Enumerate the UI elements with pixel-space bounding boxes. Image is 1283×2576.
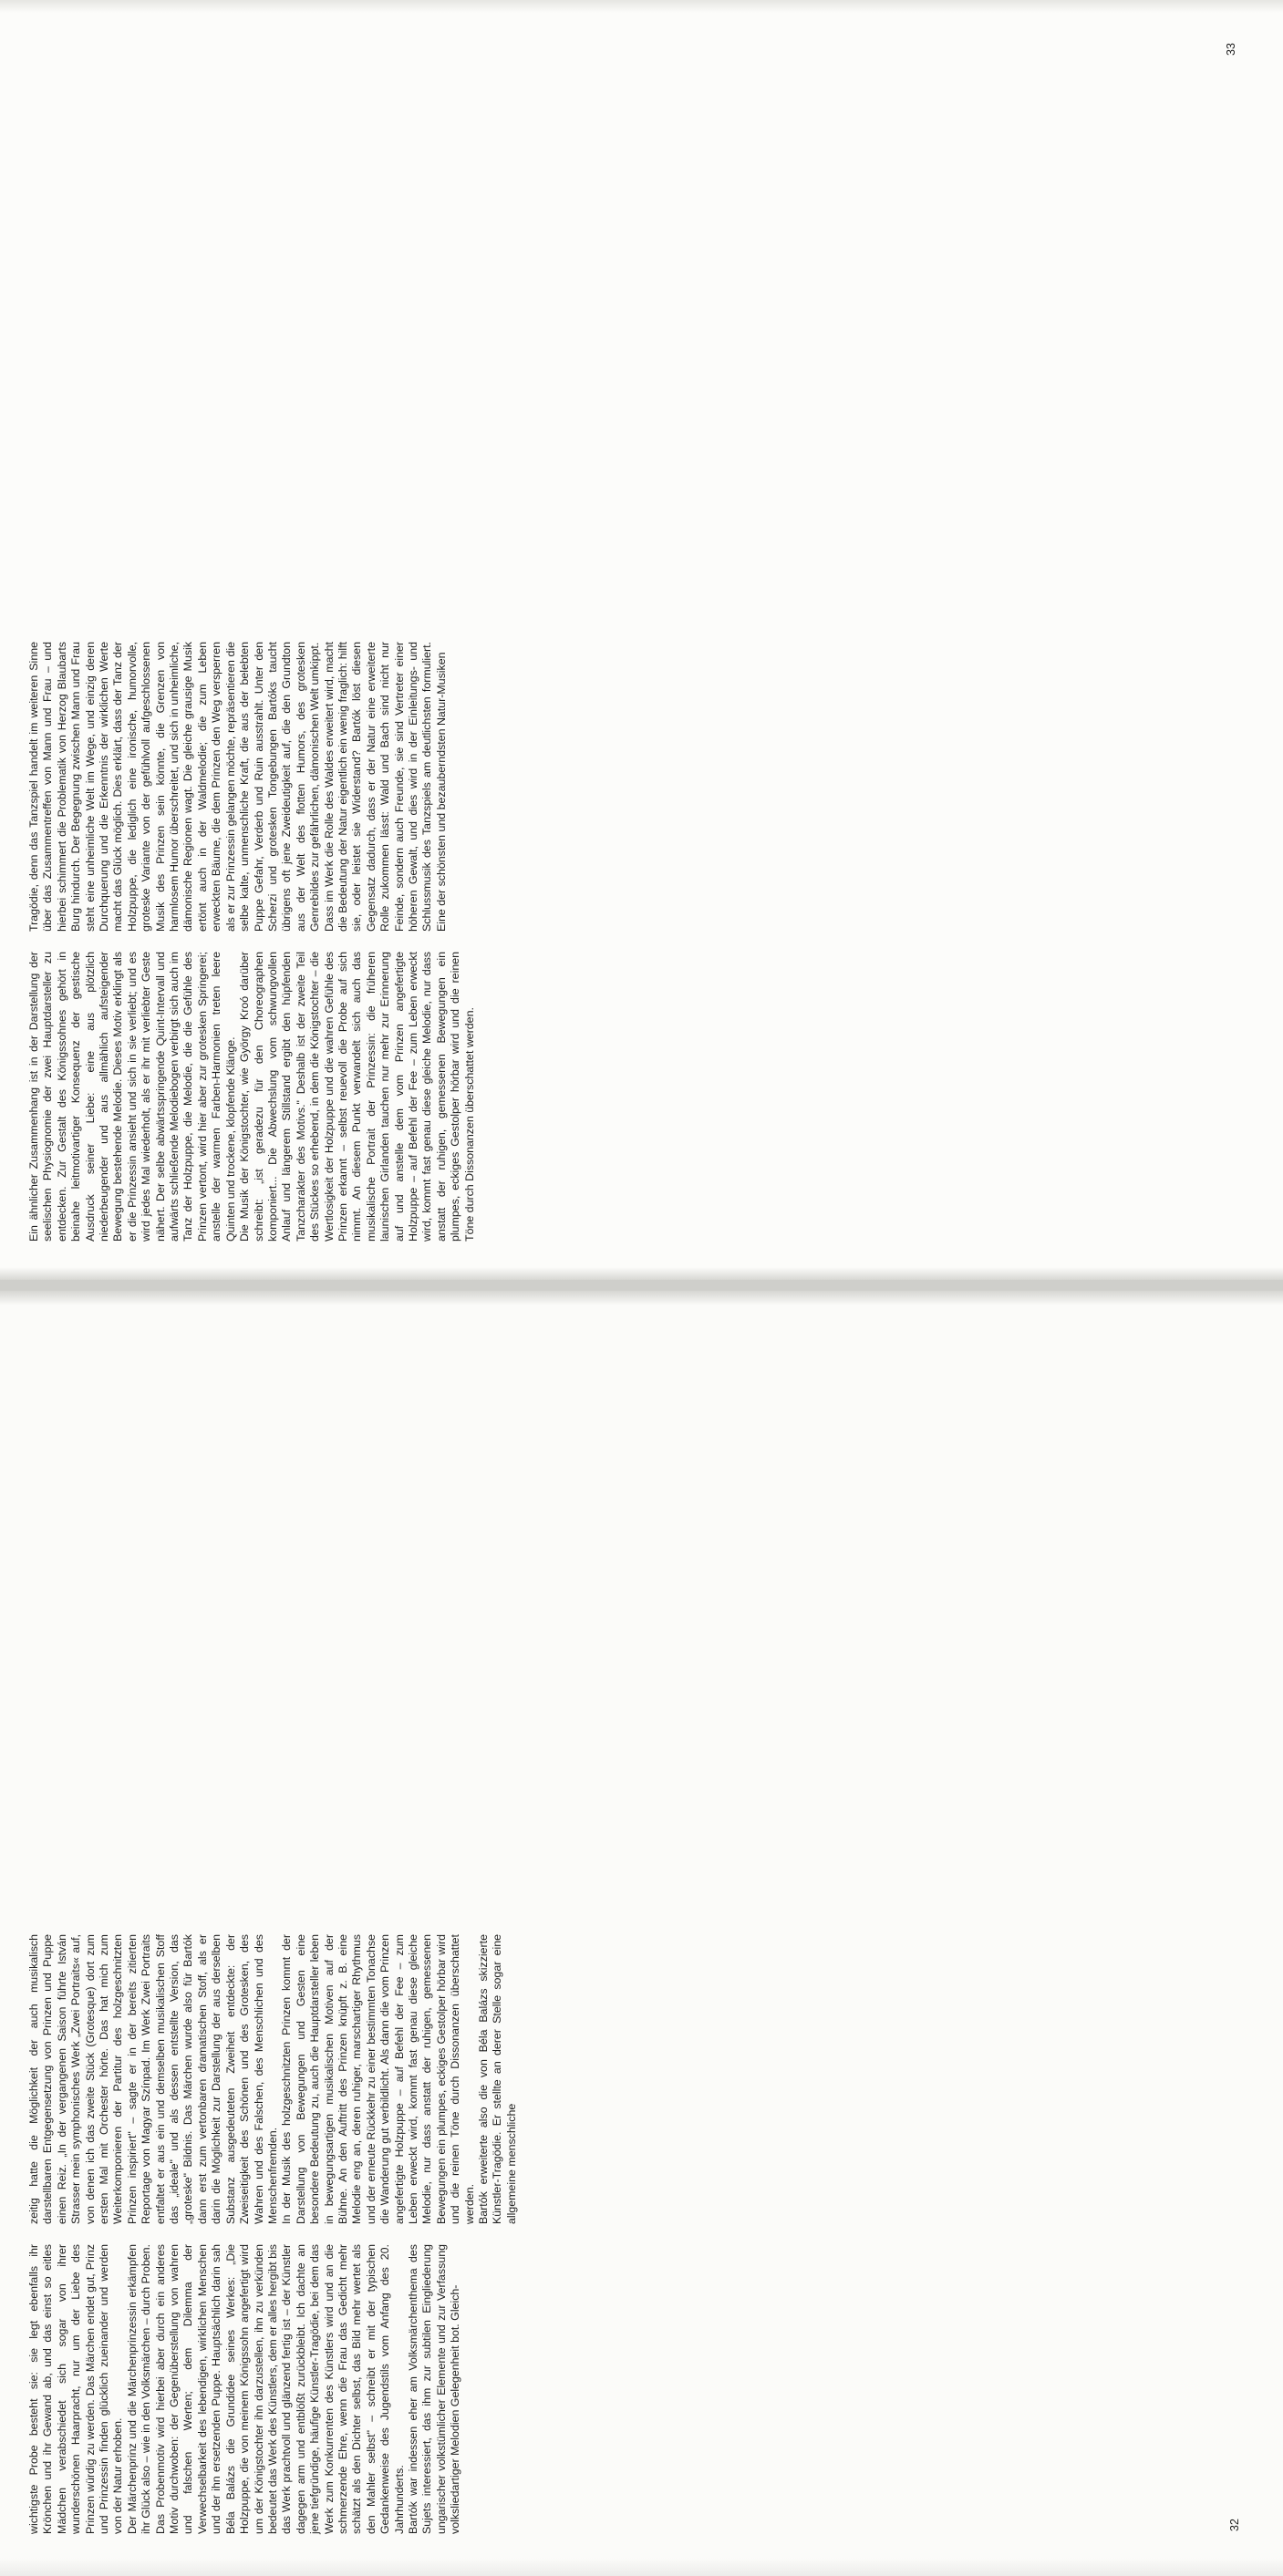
page-32-column-2: [27, 1934, 1213, 2224]
paragraph: Dass im Werk die Rolle des Waldes erweitert wird, macht die Bedeutung der Natur eigentlich ein wenig fraglich: hilft sie, oder leistet sie Widerstand? Bartók löst diesen Gegensatz dadurch, dass er der Natur eine erweiterte Rolle zukommen lässt: Wald und Bach sind nicht nur Feinde, sondern auch Freunde, sie sind Vertreter einer höheren Gewalt, und dies wird in der Einleitungs- und Schlussmusik des Tanzspiels am deutlichsten formuliert. Eine der schönsten und bezauberndsten Natur-Musiken: [322, 642, 448, 932]
page-33-rotated-content: [0, 0, 1283, 1280]
paragraph: Bartók erweiterte also die von Béla Balázs skizzierte Künstler-Tragödie. Er stellte an derer Stelle sogar eine allgemeine menschliche: [477, 1934, 518, 2224]
paragraph: Die Musik der Königstochter, wie György Kroó darüber schreibt: „ist geradezu für den Choreographen komponiert... Die Abwechslung vom schwungvollen Anlauf und längerem Stillstand ergibt den hüpfenden Tanzcharakter des Motivs." Deshalb ist der zweite Teil des Stückes so erhebend, in dem die Königstochter – die Wertlosigkeit der Holzpuppe und die wahren Gefühle des Prinzen erkannt – selbst reuevoll die Probe auf sich nimmt. An diesem Punkt verwandelt sich auch das musikalische Portrait der Prinzessin: die früheren launischen Girlanden tauchen nur mehr zur Erinnerung auf und anstelle dem vom Prinzen angefertigte Holzpuppe – auf Befehl der Fee – zum Leben erweckt wird, kommt fast genau diese gleiche Melodie, nur dass anstatt der ruhigen, gemessenen Bewegungen ein plumpes, eckiges Gestolper hörbar wird und die reinen Töne durch Dissonanzen überschattet werden.: [238, 952, 476, 1242]
page-33-column-1: [27, 952, 1213, 1242]
scanned-page-32: [0, 1291, 1283, 2576]
paragraph: wichtigste Probe besteht sie: sie legt ebenfalls ihr Krönchen und ihr Gewand ab, und das einst so eitles Mädchen verabschiedet sich sogar von ihrer wunderschönen Haarpracht, nur um der Liebe des Prinzen würdig zu werden. Das Märchen endet gut, Prinz und Prinzessin finden glücklich zueinander und werden von der Natur erhoben.: [27, 2244, 125, 2534]
page-32-column-1: [27, 2244, 1213, 2534]
paragraph: zeitig hatte die Möglichkeit der auch musikalisch darstellbaren Entgegensetzung von Prinzen und Puppe einen Reiz. „In der vergangenen Saison führte István Strasser mein symphonisches Werk „Zwei Portraits« auf, von denen ich das zweite Stück (Grotesque) dort zum ersten Mal mit Orchester hörte. Das hat mich zum Weiterkomponieren der Partitur des holzgeschnitzten Prinzen inspiriert" – sagte er in der bereits zitierten Reportage von Magyar Színpad. Im Werk Zwei Portraits entfaltet er aus ein und demselben musikalischen Stoff das „ideale" und als dessen entstellte Version, das „groteske" Bildnis. Das Märchen wurde also für Bartók dann erst zum vertonbaren dramatischen Stoff, als er darin die Möglichkeit zur Darstellung der aus derselben Substanz ausgedeuteten Zweiheit entdeckte: der Zweiseitigkeit des Schönen und des Grotesken, des Wahren und des Falschen, des Menschlichen und des Menschenfremden.: [27, 1934, 279, 2224]
page-32-rotated-content: [0, 1291, 1283, 2576]
page-number-33: 33: [1225, 43, 1237, 56]
page-number-32: 32: [1228, 2519, 1241, 2531]
book-gutter-divider: [0, 1280, 1283, 1291]
paragraph: Der Märchenprinz und die Märchenprinzessin erkämpfen ihr Glück also – wie in den Volksmärchen – durch Proben. Das Probenmotiv wird hierbei aber durch ein anderes Motiv durchwoben: der Gegenüberstellung von wahren und falschen Werten; dem Dilemma der Verwechselbarkeit des lebendigen, wirklichen Menschen und der ihn ersetzenden Puppe. Hauptsächlich darin sah Béla Balázs die Grundidee seines Werkes: „Die Holzpuppe, die von meinem Königssohn angefertigt wird um der Königstochter ihn darzustellen, ihn zu verkünden bedeutet das Werk des Künstlers, dem er alles hergibt bis das Werk prachtvoll und glänzend fertig ist – der Künstler dagegen arm und entblößt zurückbleibt. Ich dachte an jene tiefgründige, häufige Künstler-Tragödie, bei dem das Werk zum Konkurrenten des Künstlers wird und an die schmerzende Ehre, wenn die Frau das Gedicht mehr schätzt als den Dichter selbst, das Bild mehr wertet als den Mahler selbst" – schreibt er mit der typischen Gedankenweise des Jugendstils vom Anfang des 20. Jahrhunderts.: [125, 2244, 406, 2534]
page-33-columns: [27, 0, 1213, 1242]
scanned-page-33: [0, 0, 1283, 1280]
paragraph: Bartók war indessen eher am Volksmärchenthema des Sujets interessiert, das ihm zur subtilen Eingliederung ungarischer volkstümlicher Elemente und zur Verfassung volksliedartiger Melodien Gelegenheit bot. Gleich-: [406, 2244, 462, 2534]
paragraph: In der Musik des holzgeschnitzten Prinzen kommt der Darstellung von Bewegungen und Gesten eine besondere Bedeutung zu, auch die Hauptdarsteller leben in bewegungsartigen musikalischen Motiven auf der Bühne. An den Auftritt des Prinzen knüpft z. B. eine Melodie eng an, deren ruhiger, marschartiger Rhythmus und der erneute Rückkehr zu einer bestimmten Tonachse die Wanderung gut verbildlicht. Als dann die vom Prinzen angefertigte Holzpuppe – auf Befehl der Fee – zum Leben erweckt wird, kommt fast genau diese gleiche Melodie, nur dass anstatt der ruhigen, gemessenen Bewegungen ein plumpes, eckiges Gestolper hörbar wird und die reinen Töne durch Dissonanzen überschattet werden.: [280, 1934, 476, 2224]
page-32-columns: [27, 1291, 1213, 2534]
paragraph: Tragödie, denn das Tanzspiel handelt im weiteren Sinne über das Zusammentreffen von Mann und Frau – und hierbei schimmert die Problematik von Herzog Blaubarts Burg hindurch. Der Begegnung zwischen Mann und Frau steht eine unheimliche Welt im Wege, und einzig deren Durchquerung und die Erkenntnis der wirklichen Werte macht das Glück möglich. Dies erklärt, dass der Tanz der Holzpuppe, die lediglich eine ironische, humorvolle, groteske Variante von der gefühlvoll aufgeschlossenen Musik des Prinzen sein könnte, die Grenzen von harmlosem Humor überschreitet, und sich in unheimliche, dämonische Regionen wagt. Die gleiche grausige Musik ertönt auch in der Waldmelodie; die zum Leben erweckten Bäume, die dem Prinzen den Weg versperren als er zur Prinzessin gelangen möchte, repräsentieren die selbe kalte, unmenschliche Kraft, die aus der belebten Puppe Gefahr, Verderb und Ruin ausstrahlt. Unter den Scherzi und grotesken Tongebungen Bartóks taucht übrigens oft jene Zweideutigkeit auf, die den Grundton aus der Welt des flotten Humors, des grotesken Genrebildes zur gefährlichen, dämonischen Welt umkippt.: [27, 642, 322, 932]
page-33-column-2: [27, 642, 1213, 932]
paragraph: Ein ähnlicher Zusammenhang ist in der Darstellung der seelischen Physiognomie der zwei Hauptdarsteller zu entdecken. Zur Gestalt des Königssohnes gehört in beinahe leitmotivartiger Konsequenz der gestische Ausdruck seiner Liebe: eine aus plötzlich niederbeugender und aus allmählich aufsteigender Bewegung bestehende Melodie. Dieses Motiv erklingt als er die Prinzessin ansieht und sich in sie verliebt; und es wird jedes Mal wiederholt, als er ihr mit verliebter Geste nähert. Der selbe abwärtsspringende Quint-Intervall und aufwärts schließende Melodiebogen verbirgt sich auch im Tanz der Holzpuppe, die Melodie, die die Gefühle des Prinzen vertont, wird hier aber zur grotesken Springerei; anstelle der warmen Farben-Harmonien treten leere Quinten und trockene, klopfende Klänge.: [27, 952, 237, 1242]
